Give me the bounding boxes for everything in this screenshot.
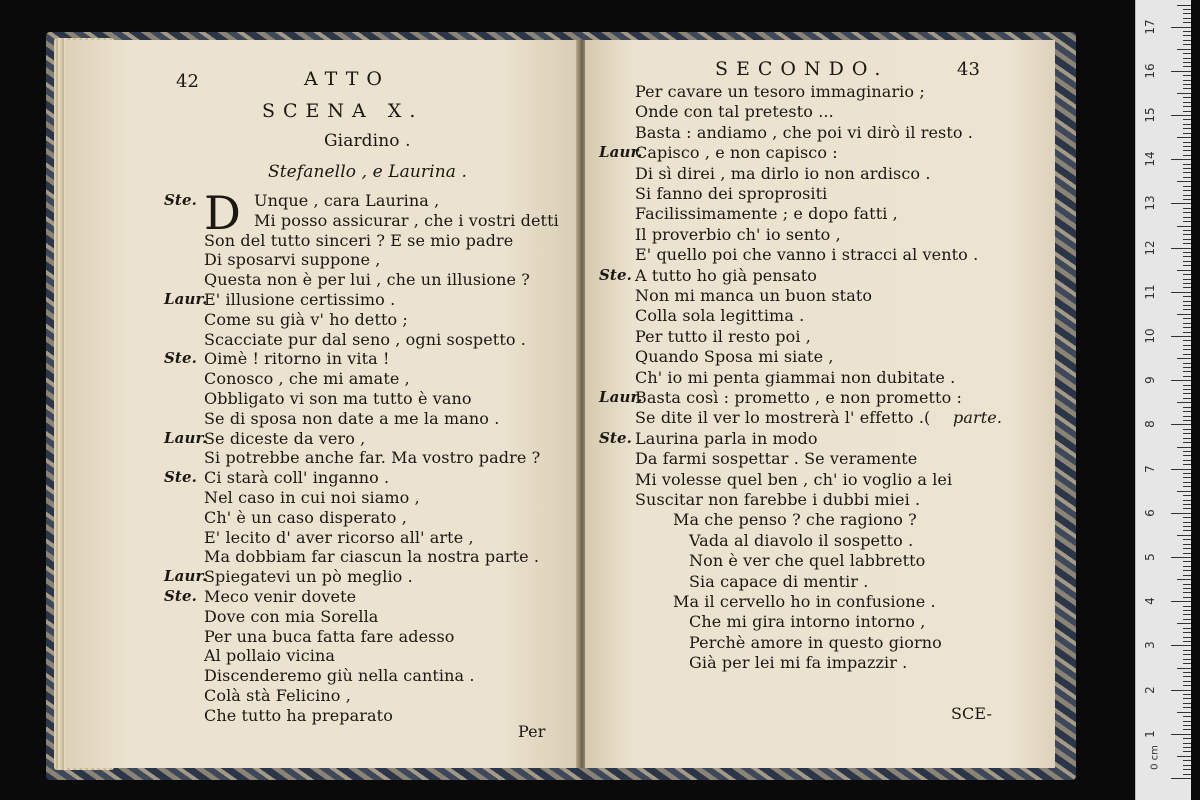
verse-line: Ma dobbiam far ciascun la nostra parte . <box>204 547 540 567</box>
ruler-tick <box>1183 119 1191 120</box>
ruler-tick <box>1183 407 1191 408</box>
speaker-label: Ste. <box>164 587 197 605</box>
ruler-tick <box>1183 111 1191 112</box>
verse-line: Ma che penso ? che ragiono ? <box>673 510 917 530</box>
ruler-tick <box>1183 663 1191 664</box>
ruler-tick <box>1183 455 1191 456</box>
ruler-tick <box>1183 725 1191 726</box>
ruler-number: 17 <box>1143 18 1157 35</box>
ruler-tick <box>1183 760 1191 761</box>
ruler-tick <box>1183 628 1191 629</box>
ruler-tick <box>1183 641 1191 642</box>
verse-line: Non mi manca un buon stato <box>635 286 873 305</box>
verse-line: Suscitar non farebbe i dubbi miei . <box>635 490 921 509</box>
ruler-tick <box>1171 645 1191 646</box>
speaker-label: Ste. <box>164 191 197 209</box>
ruler-tick <box>1183 66 1191 67</box>
speaker-label: Laur. <box>599 388 643 406</box>
ruler-tick <box>1183 177 1191 178</box>
ruler-tick <box>1183 195 1191 196</box>
ruler-tick <box>1183 186 1191 187</box>
verse-line: Come su già v' ho detto ; <box>204 309 408 329</box>
ruler-tick <box>1183 707 1191 708</box>
ruler-tick <box>1183 22 1191 23</box>
ruler-tick <box>1183 486 1191 487</box>
ruler-tick <box>1183 199 1191 200</box>
verse-line: Perchè amore in questo giorno <box>689 632 942 652</box>
speaker-label: Ste. <box>164 468 197 487</box>
ruler-tick <box>1183 318 1191 319</box>
ruler-tick <box>1183 31 1191 32</box>
ruler-tick <box>1171 159 1191 160</box>
ruler-tick <box>1183 619 1191 620</box>
ruler-tick <box>1183 570 1191 571</box>
verse-line: Dove con mia Sorella <box>204 606 379 626</box>
ruler-tick <box>1177 447 1191 448</box>
catchword-right: SCE- <box>951 704 992 723</box>
ruler-tick <box>1183 296 1191 297</box>
ruler-tick <box>1183 729 1191 730</box>
ruler-tick <box>1183 62 1191 63</box>
verse-line: Il proverbio ch' io sento , <box>635 224 841 244</box>
ruler-tick <box>1183 305 1191 306</box>
verse-line: Ch' è un caso disperato , <box>204 507 407 527</box>
verse-line: Conosco , che mi amate , <box>204 369 410 389</box>
ruler-number: 4 <box>1143 597 1157 606</box>
ruler-tick <box>1183 155 1191 156</box>
ruler-tick <box>1183 212 1191 213</box>
ruler-tick <box>1183 332 1191 333</box>
ruler-tick <box>1183 168 1191 169</box>
ruler-tick <box>1183 716 1191 717</box>
drop-capital: D <box>204 186 241 240</box>
ruler-tick <box>1183 464 1191 465</box>
ruler-tick <box>1183 208 1191 209</box>
ruler-tick <box>1183 102 1191 103</box>
ruler-tick <box>1183 133 1191 134</box>
ruler-tick <box>1183 164 1191 165</box>
ruler-tick <box>1183 592 1191 593</box>
ruler-tick <box>1183 769 1191 770</box>
ruler-tick <box>1177 137 1191 138</box>
ruler-tick <box>1183 442 1191 443</box>
ruler-tick <box>1183 751 1191 752</box>
ruler-tick <box>1183 566 1191 567</box>
ruler-tick <box>1183 637 1191 638</box>
ruler-tick <box>1183 221 1191 222</box>
ruler-number: 3 <box>1143 641 1157 650</box>
ruler-tick <box>1183 9 1191 10</box>
ruler-tick <box>1183 526 1191 527</box>
ruler-tick <box>1183 84 1191 85</box>
ruler-tick <box>1183 190 1191 191</box>
verse-line: Di sì direi , ma dirlo io non ardisco . <box>635 163 931 183</box>
ruler-tick <box>1183 265 1191 266</box>
verse-line: Scacciate pur dal seno , ogni sospetto . <box>204 329 526 349</box>
ruler-tick <box>1183 597 1191 598</box>
ruler-tick <box>1171 336 1191 337</box>
ruler-tick <box>1183 584 1191 585</box>
ruler-tick <box>1183 460 1191 461</box>
running-head-right: SECONDO. <box>715 58 889 80</box>
ruler-tick <box>1171 71 1191 72</box>
ruler-tick <box>1177 49 1191 50</box>
ruler-number: 5 <box>1143 553 1157 561</box>
ruler-tick <box>1183 234 1191 235</box>
verse-line: Onde con tal pretesto ... <box>635 102 834 122</box>
ruler-tick <box>1171 601 1191 602</box>
ruler-tick <box>1171 292 1191 293</box>
verse-line: Ch' io mi penta giammai non dubitate . <box>635 367 956 387</box>
ruler-tick <box>1183 150 1191 151</box>
ruler-tick <box>1183 340 1191 341</box>
ruler-tick <box>1171 27 1191 28</box>
ruler-tick <box>1183 18 1191 19</box>
ruler-tick <box>1183 438 1191 439</box>
ruler-tick <box>1183 75 1191 76</box>
ruler-tick <box>1171 469 1191 470</box>
speaker-label: Laur. <box>164 428 208 447</box>
verse-line: Facilissimamente ; e dopo fatti , <box>635 204 898 224</box>
ruler-tick <box>1183 371 1191 372</box>
ruler-tick <box>1177 226 1191 227</box>
ruler-tick <box>1183 398 1191 399</box>
verse-line: Mi volesse quel ben , ch' io voglio a lei <box>635 469 953 489</box>
ruler-tick <box>1183 230 1191 231</box>
ruler-tick <box>1177 358 1191 359</box>
verse-line: Mi posso assicurar , che i vostri detti <box>254 210 559 230</box>
ruler-number: 2 <box>1143 685 1157 694</box>
ruler-tick <box>1183 97 1191 98</box>
ruler-tick <box>1171 424 1191 425</box>
verse-line: Colla sola legittima . <box>635 306 805 326</box>
ruler-tick <box>1183 393 1191 394</box>
ruler-tick <box>1183 530 1191 531</box>
ruler-tick <box>1183 106 1191 107</box>
page-number-right: 43 <box>957 59 981 80</box>
verse-line: Laurina parla in modo <box>635 428 818 448</box>
ruler-tick <box>1183 376 1191 377</box>
speaker-label: Ste. <box>599 265 632 284</box>
ruler-tick <box>1183 544 1191 545</box>
verse-line: Nel caso in cui noi siamo , <box>204 488 420 507</box>
ruler-tick <box>1183 676 1191 677</box>
ruler-tick <box>1183 477 1191 478</box>
ruler-tick <box>1183 685 1191 686</box>
ruler-tick <box>1177 402 1191 403</box>
verse-line: Per una buca fatta fare adesso <box>204 626 455 646</box>
catchword-left: Per <box>518 722 546 741</box>
ruler-tick <box>1183 128 1191 129</box>
ruler-number: 12 <box>1143 239 1157 256</box>
ruler-tick <box>1183 743 1191 744</box>
verse-line: Basta così : prometto , e non prometto : <box>635 388 962 407</box>
ruler-tick <box>1183 504 1191 505</box>
ruler-tick <box>1183 429 1191 430</box>
ruler-tick <box>1183 451 1191 452</box>
stage-direction: parte. <box>953 408 1003 428</box>
ruler-tick <box>1183 283 1191 284</box>
verse-line: E' quello poi che vanno i stracci al vento . <box>635 245 979 265</box>
ruler-tick <box>1171 734 1191 735</box>
page-number-left: 42 <box>176 71 200 92</box>
verse-line: Per tutto il resto poi , <box>635 326 811 346</box>
verse-line: Discenderemo giù nella cantina . <box>204 666 475 686</box>
ruler-tick <box>1177 623 1191 624</box>
ruler-number: 11 <box>1143 284 1157 300</box>
ruler-tick <box>1183 473 1191 474</box>
ruler-tick <box>1171 513 1191 514</box>
ruler-tick <box>1177 535 1191 536</box>
ruler-tick <box>1183 420 1191 421</box>
ruler-tick <box>1177 93 1191 94</box>
ruler-number: 8 <box>1143 420 1157 429</box>
ruler-tick <box>1183 500 1191 501</box>
verse-line: Già per lei mi fa impazzir . <box>689 653 908 673</box>
ruler-tick <box>1183 301 1191 302</box>
ruler-tick <box>1183 327 1191 328</box>
ruler-tick <box>1171 203 1191 204</box>
verse-line: Che mi gira intorno intorno , <box>689 612 926 632</box>
ruler-tick <box>1177 270 1191 271</box>
ruler-number: 1 <box>1143 729 1157 738</box>
ruler-tick <box>1183 323 1191 324</box>
ruler-tick <box>1183 774 1191 775</box>
ruler-tick <box>1171 778 1191 779</box>
ruler-tick <box>1177 579 1191 580</box>
verse-line: Son del tutto sinceri ? E se mio padre <box>204 230 514 250</box>
verse-line: Oimè ! ritorno in vita ! <box>204 349 390 369</box>
ruler-number: 9 <box>1143 376 1157 385</box>
ruler-tick <box>1183 610 1191 611</box>
ruler-tick <box>1171 690 1191 691</box>
verse-line: E' illusione certissimo . <box>204 290 396 309</box>
ruler-tick <box>1183 279 1191 280</box>
ruler-tick <box>1183 142 1191 143</box>
ruler-number: 15 <box>1143 107 1157 123</box>
ruler-number: 14 <box>1143 151 1157 167</box>
ruler-tick <box>1183 672 1191 673</box>
verse-line: Non è ver che quel labbretto <box>689 551 926 571</box>
ruler-tick <box>1183 261 1191 262</box>
verse-line: Ma il cervello ho in confusione . <box>673 592 936 611</box>
ruler-number: 16 <box>1143 63 1157 79</box>
ruler-tick <box>1183 738 1191 739</box>
verse-line: Quando Sposa mi siate , <box>635 347 834 367</box>
measurement-ruler <box>1135 0 1191 800</box>
ruler-tick <box>1183 681 1191 682</box>
ruler-number: 7 <box>1143 464 1157 473</box>
ruler-tick <box>1177 5 1191 6</box>
verse-line: Si potrebbe anche far. Ma vostro padre ? <box>204 448 541 468</box>
ruler-tick <box>1183 309 1191 310</box>
ruler-tick <box>1183 345 1191 346</box>
verse-line: Colà stà Felicino , <box>204 686 351 705</box>
ruler-tick <box>1177 314 1191 315</box>
verse-line: Di sposarvi suppone , <box>204 250 381 270</box>
ruler-tick <box>1177 491 1191 492</box>
ruler-tick <box>1183 58 1191 59</box>
ruler-tick <box>1183 287 1191 288</box>
running-head-left: ATTO <box>304 68 390 90</box>
ruler-tick <box>1183 256 1191 257</box>
verse-line: A tutto ho già pensato <box>635 265 817 285</box>
ruler-tick <box>1183 88 1191 89</box>
ruler-tick <box>1183 389 1191 390</box>
ruler-tick <box>1183 35 1191 36</box>
ruler-tick <box>1183 703 1191 704</box>
right-page <box>585 40 1055 768</box>
verse-line: Spiegatevi un pò meglio . <box>204 567 413 587</box>
ruler-tick <box>1183 40 1191 41</box>
ruler-tick <box>1171 380 1191 381</box>
speaker-label: Laur. <box>164 290 208 308</box>
ruler-tick <box>1183 698 1191 699</box>
ruler-tick <box>1183 146 1191 147</box>
ruler-tick <box>1183 654 1191 655</box>
ruler-number: 10 <box>1143 328 1157 344</box>
verse-line: Si fanno dei sproprositi <box>635 184 828 203</box>
speaker-label: Laur. <box>164 567 208 586</box>
ruler-tick <box>1183 548 1191 549</box>
verse-line: Meco venir dovete <box>204 587 357 606</box>
verse-line: Se di sposa non date a me la mano . <box>204 408 500 428</box>
ruler-tick <box>1171 557 1191 558</box>
ruler-tick <box>1183 274 1191 275</box>
ruler-tick <box>1183 363 1191 364</box>
verse-line: Da farmi sospettar . Se veramente <box>635 449 918 469</box>
verse-line: Sia capace di mentir . <box>689 571 869 591</box>
speaker-label: Ste. <box>164 349 197 368</box>
ruler-tick <box>1183 243 1191 244</box>
verse-line: Obbligato vi son ma tutto è vano <box>204 389 472 408</box>
ruler-number: 13 <box>1143 195 1157 212</box>
ruler-unit-label: 0 cm <box>1149 745 1161 770</box>
verse-line: Vada al diavolo il sospetto . <box>689 530 914 550</box>
speaker-label: Ste. <box>599 428 632 447</box>
ruler-tick <box>1177 668 1191 669</box>
ruler-tick <box>1183 239 1191 240</box>
ruler-tick <box>1183 721 1191 722</box>
ruler-tick <box>1183 367 1191 368</box>
speaker-label: Laur. <box>599 143 643 162</box>
ruler-tick <box>1183 553 1191 554</box>
ruler-tick <box>1183 217 1191 218</box>
verse-line: Questa non è per lui , che un illusione ? <box>204 270 530 290</box>
ruler-tick <box>1183 80 1191 81</box>
left-page <box>66 40 580 768</box>
ruler-tick <box>1183 694 1191 695</box>
ruler-tick <box>1183 385 1191 386</box>
ruler-tick <box>1183 53 1191 54</box>
verse-line: Capisco , e non capisco : <box>635 143 838 163</box>
ruler-tick <box>1177 756 1191 757</box>
ruler-tick <box>1183 416 1191 417</box>
ruler-tick <box>1183 354 1191 355</box>
verse-line: Che tutto ha preparato <box>204 705 393 725</box>
verse-line: Se dite il ver lo mostrerà l' effetto .( <box>635 408 931 428</box>
ruler-tick <box>1183 433 1191 434</box>
ruler-tick <box>1183 632 1191 633</box>
ruler-tick <box>1183 575 1191 576</box>
scene-title: SCENA X. <box>262 100 424 122</box>
ruler-tick <box>1183 539 1191 540</box>
ruler-tick <box>1183 517 1191 518</box>
ruler-tick <box>1183 482 1191 483</box>
ruler-tick <box>1183 411 1191 412</box>
verse-line: Al pollaio vicina <box>204 646 336 666</box>
ruler-tick <box>1183 172 1191 173</box>
verse-line: Basta : andiamo , che poi vi dirò il resto . <box>635 122 973 142</box>
ruler-tick <box>1183 124 1191 125</box>
ruler-tick <box>1171 115 1191 116</box>
ruler-tick <box>1177 712 1191 713</box>
ruler-tick <box>1183 588 1191 589</box>
verse-line: Unque , cara Laurina , <box>254 191 440 210</box>
ruler-tick <box>1171 248 1191 249</box>
ruler-tick <box>1183 495 1191 496</box>
verse-line: Per cavare un tesoro immaginario ; <box>635 82 925 101</box>
scene-characters: Stefanello , e Laurina . <box>268 162 467 182</box>
ruler-tick <box>1183 522 1191 523</box>
ruler-tick <box>1183 13 1191 14</box>
ruler-tick <box>1183 659 1191 660</box>
ruler-tick <box>1183 614 1191 615</box>
verse-line: E' lecito d' aver ricorso all' arte , <box>204 527 474 547</box>
ruler-tick <box>1183 44 1191 45</box>
ruler-tick <box>1183 747 1191 748</box>
ruler-number: 6 <box>1143 508 1157 517</box>
ruler-tick <box>1183 349 1191 350</box>
ruler-tick <box>1183 561 1191 562</box>
verse-line: Ci starà coll' inganno . <box>204 468 390 488</box>
ruler-tick <box>1177 181 1191 182</box>
ruler-tick <box>1183 765 1191 766</box>
verse-line: Se diceste da vero , <box>204 428 366 448</box>
ruler-tick <box>1183 650 1191 651</box>
scene-setting: Giardino . <box>324 131 411 151</box>
ruler-tick <box>1183 252 1191 253</box>
ruler-tick <box>1183 508 1191 509</box>
ruler-tick <box>1183 606 1191 607</box>
